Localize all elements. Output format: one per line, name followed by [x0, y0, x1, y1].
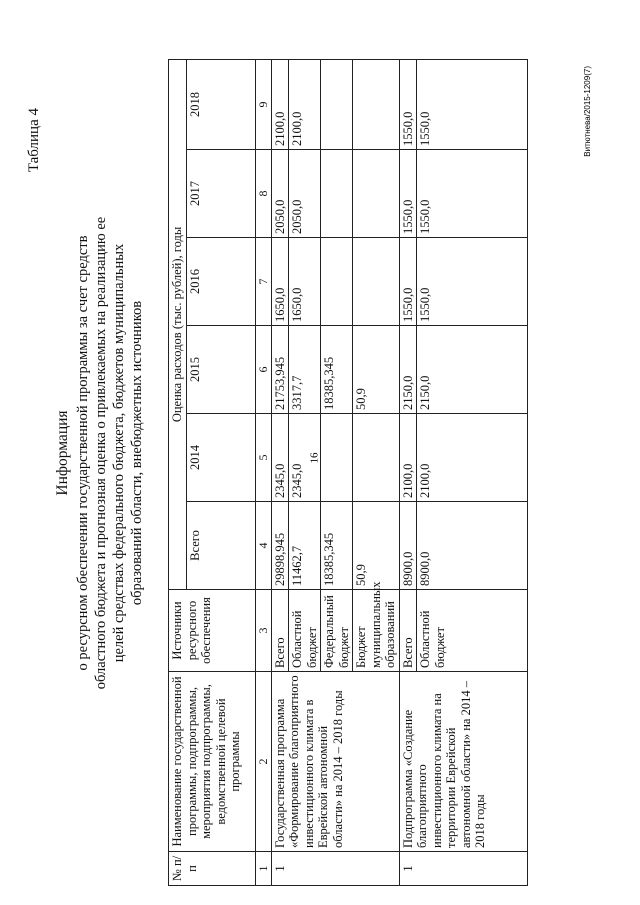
index-cell: 1 — [255, 852, 271, 886]
index-cell: 7 — [255, 238, 271, 326]
heading-line: образований области, внебюджетных источников — [129, 300, 145, 606]
header-year: 2017 — [186, 150, 255, 238]
value-cell — [353, 414, 400, 502]
value-cell: 50,9 — [353, 326, 400, 414]
value-cell — [353, 150, 400, 238]
footer-note — [583, 66, 592, 157]
row-source: Федеральный бюджет — [321, 590, 353, 672]
row-num: 1 — [271, 852, 399, 886]
value-cell: 2150,0 — [399, 326, 417, 414]
row-source: Областной бюджет — [417, 590, 528, 672]
value-cell — [321, 150, 353, 238]
header-year: 2015 — [186, 326, 255, 414]
value-cell — [353, 59, 400, 149]
value-cell — [321, 238, 353, 326]
value-cell: 2050,0 — [271, 150, 289, 238]
value-cell: 11462,7 — [289, 502, 321, 590]
rotated-content — [20, 16, 620, 890]
value-cell: 29898,945 — [271, 502, 289, 590]
table-label: Таблица 4 — [26, 108, 42, 173]
index-cell: 5 — [255, 414, 271, 502]
header-total: Всего — [186, 502, 255, 590]
value-cell: 3317,7 — [289, 326, 321, 414]
resource-table — [168, 59, 528, 886]
row-name: Государственная программа «Формирование благоприятного инвестиционного климата в Еврейской автономной области» на 2014 – 2018 годы — [271, 672, 399, 852]
header-num: № п/п — [169, 852, 256, 886]
value-cell: 1550,0 — [417, 59, 528, 149]
value-cell: 50,9 — [353, 502, 400, 590]
row-source: Бюджет муниципальных образований — [353, 590, 400, 672]
row-name: Подпрограмма «Создание благоприятного инвестиционного климата на территории Еврейской автономной области» на 2014 – 2018 годы — [399, 672, 528, 852]
header-source: Источники ресурсного обеспечения — [169, 590, 256, 672]
header-estimate: Оценка расходов (тыс. рублей), годы — [169, 59, 187, 589]
index-cell: 6 — [255, 326, 271, 414]
value-cell: 1550,0 — [399, 59, 417, 149]
table-row — [399, 59, 417, 885]
index-cell: 2 — [255, 672, 271, 852]
value-cell: 1550,0 — [417, 150, 528, 238]
value-cell: 2100,0 — [417, 414, 528, 502]
value-cell — [321, 414, 353, 502]
document-heading — [54, 146, 146, 760]
header-name: Наименование государственной программы, подпрограммы, мероприятия подпрограммы, ведомственной целевой программы — [169, 672, 256, 852]
row-source: Всего — [399, 590, 417, 672]
value-cell — [353, 238, 400, 326]
value-cell: 2100,0 — [289, 59, 321, 149]
heading-line: целей средствах федерального бюджета, бюджетов муниципальных — [111, 243, 127, 663]
value-cell: 1650,0 — [271, 238, 289, 326]
value-cell: 2050,0 — [289, 150, 321, 238]
index-cell: 4 — [255, 502, 271, 590]
heading-line: областного бюджета и прогнозная оценка о привлекаемых на реализацию ее — [93, 216, 109, 690]
heading-title: Информация — [54, 410, 71, 496]
value-cell: 2345,0 — [271, 414, 289, 502]
index-cell: 9 — [255, 59, 271, 149]
footer-note-text: Витютнева/2015-1209(7) — [583, 66, 592, 157]
index-cell: 3 — [255, 590, 271, 672]
row-source: Всего — [271, 590, 289, 672]
page-number: 16 — [308, 452, 321, 464]
value-cell: 2100,0 — [399, 414, 417, 502]
value-cell: 1550,0 — [399, 238, 417, 326]
header-year: 2018 — [186, 59, 255, 149]
value-cell: 1650,0 — [289, 238, 321, 326]
value-cell: 18385,345 — [321, 502, 353, 590]
value-cell — [321, 59, 353, 149]
index-cell: 8 — [255, 150, 271, 238]
value-cell: 2345,0 — [289, 414, 321, 502]
value-cell: 18385,345 — [321, 326, 353, 414]
value-cell: 8900,0 — [417, 502, 528, 590]
value-cell: 2100,0 — [271, 59, 289, 149]
table-row — [271, 59, 289, 885]
header-year: 2016 — [186, 238, 255, 326]
value-cell: 1550,0 — [417, 238, 528, 326]
header-row — [169, 59, 187, 885]
value-cell: 2150,0 — [417, 326, 528, 414]
value-cell: 8900,0 — [399, 502, 417, 590]
value-cell: 21753,945 — [271, 326, 289, 414]
row-num: 1 — [399, 852, 528, 886]
row-source: Областной бюджет — [289, 590, 321, 672]
header-year: 2014 — [186, 414, 255, 502]
index-row — [255, 59, 271, 885]
value-cell: 1550,0 — [399, 150, 417, 238]
heading-line: о ресурсном обеспечении государственной программы за счет средств — [75, 235, 91, 671]
